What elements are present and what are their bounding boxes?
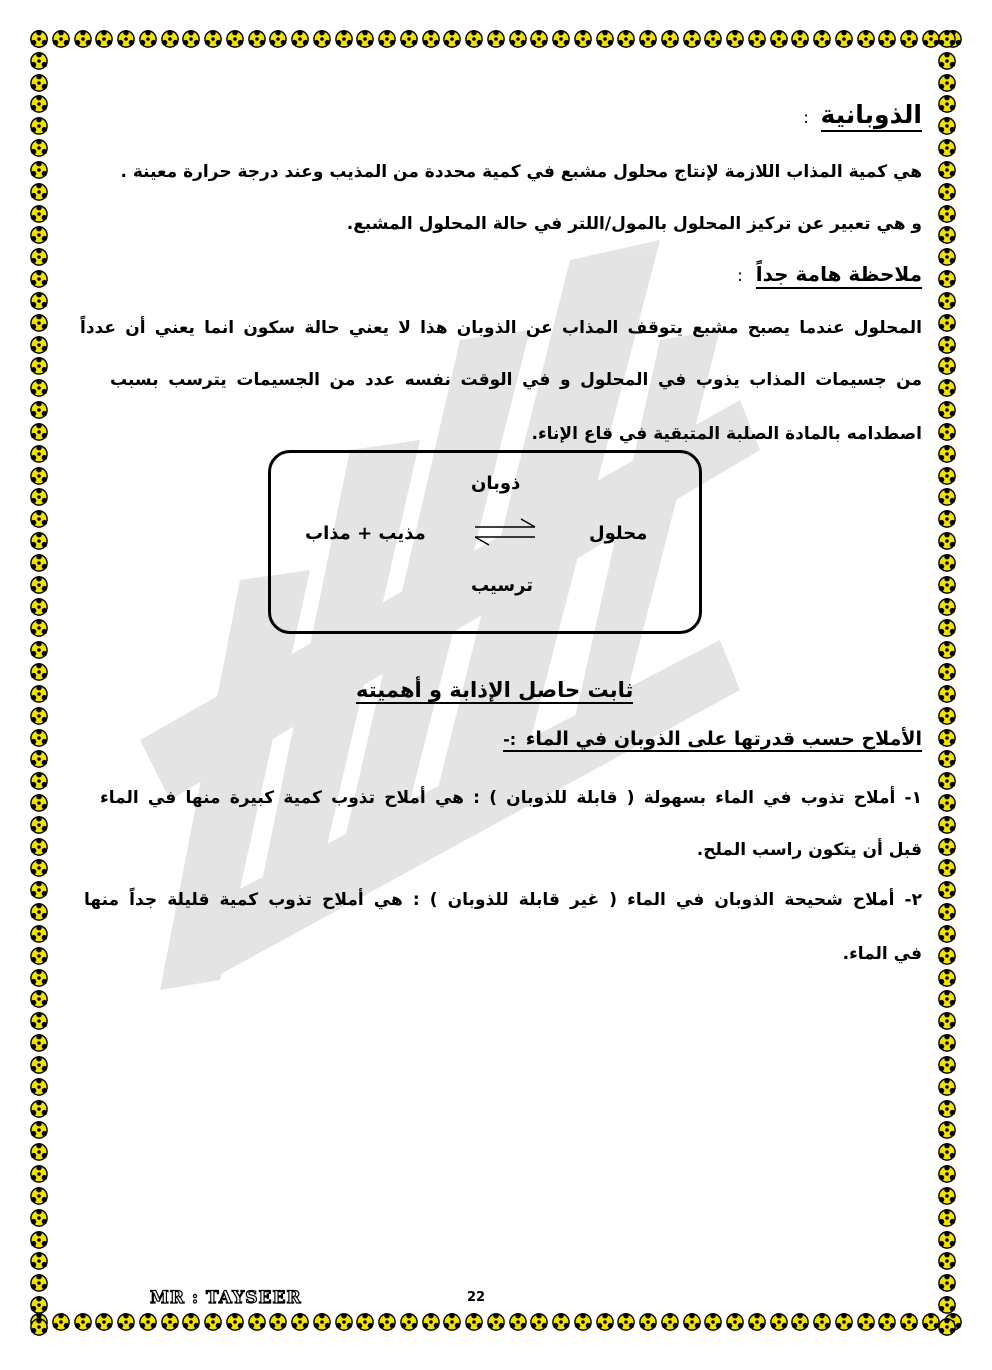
border-ornament-icon — [30, 619, 48, 637]
border-ornament-icon — [30, 1231, 48, 1249]
solubility-colon: : — [803, 108, 809, 128]
border-ornament-icon — [30, 445, 48, 463]
border-ornament-icon — [30, 1296, 48, 1314]
border-ornament-icon — [938, 161, 956, 179]
border-ornament-icon — [30, 925, 48, 943]
precipitation-label: ترسيب — [471, 575, 534, 596]
border-ornament-icon — [938, 532, 956, 550]
border-ornament-icon — [30, 729, 48, 747]
border-ornament-icon — [938, 903, 956, 921]
border-ornament-icon — [938, 1296, 956, 1314]
border-ornament-icon — [938, 1274, 956, 1292]
border-ornament-icon — [30, 794, 48, 812]
border-ornament-icon — [52, 1313, 70, 1331]
note-heading — [737, 262, 922, 286]
border-ornament-icon — [938, 314, 956, 332]
border-ornament-icon — [938, 1056, 956, 1074]
border-ornament-icon — [30, 1318, 48, 1336]
border-ornament-icon — [938, 576, 956, 594]
note-colon: : — [737, 266, 743, 286]
salts-heading — [503, 728, 922, 752]
border-ornament-icon — [938, 379, 956, 397]
border-ornament-icon — [30, 95, 48, 113]
border-ornament-icon — [938, 95, 956, 113]
border-ornament-icon — [938, 1187, 956, 1205]
salt-item-1-line-1: ١- أملاح تذوب في الماء بسهولة ( قابلة للذوبان ) : هي أملاح تذوب كمية كبيرة منها في الماء — [100, 788, 922, 808]
border-ornament-icon — [30, 314, 48, 332]
salt-item-1-line-2: قبل أن يتكون راسب الملح. — [696, 840, 922, 860]
border-ornament-icon — [30, 1012, 48, 1030]
border-ornament-icon — [938, 859, 956, 877]
border-ornament-icon — [30, 510, 48, 528]
border-ornament-icon — [30, 117, 48, 135]
border-ornament-icon — [30, 881, 48, 899]
border-ornament-icon — [30, 838, 48, 856]
border-ornament-icon — [30, 467, 48, 485]
note-line-2: من جسيمات المذاب يذوب في المحلول و في الوقت نفسه عدد من الجسيمات يترسب بسبب — [110, 370, 922, 390]
border-ornament-icon — [938, 1209, 956, 1227]
border-ornament-icon — [938, 1034, 956, 1052]
border-ornament-icon — [30, 423, 48, 441]
border-ornament-icon — [30, 248, 48, 266]
border-ornament-icon — [938, 445, 956, 463]
solubility-line-2: و هي تعبير عن تركيز المحلول بالمول/اللتر في حالة المحلول المشبع. — [346, 214, 922, 234]
border-ornament-icon — [938, 750, 956, 768]
solubility-line-1: هي كمية المذاب اللازمة لإنتاج محلول مشبع في كمية محددة من المذيب وعند درجة حرارة معينة . — [120, 162, 922, 182]
border-ornament-icon — [30, 947, 48, 965]
border-ornament-icon — [938, 969, 956, 987]
border-ornament-icon — [30, 1143, 48, 1161]
border-ornament-icon — [938, 1318, 956, 1336]
border-ornament-icon — [938, 641, 956, 659]
border-ornament-icon — [938, 1165, 956, 1183]
border-ornament-icon — [938, 663, 956, 681]
border-ornament-icon — [938, 772, 956, 790]
border-ornament-icon — [30, 205, 48, 223]
border-ornament-icon — [938, 205, 956, 223]
border-ornament-icon — [30, 576, 48, 594]
note-title: ملاحظة هامة جداً — [756, 262, 922, 289]
border-ornament-icon — [30, 161, 48, 179]
border-ornament-icon — [30, 401, 48, 419]
salts-suffix: :- — [503, 730, 517, 749]
border-ornament-icon — [30, 903, 48, 921]
border-ornament-icon — [938, 1252, 956, 1270]
border-ornament-icon — [30, 1187, 48, 1205]
border-ornament-icon — [938, 30, 956, 48]
border-ornament-icon — [938, 488, 956, 506]
border-ornament-icon — [938, 816, 956, 834]
border-ornament-icon — [52, 30, 70, 48]
note-line-3: اصطدامه بالمادة الصلبة المتبقية في قاع الإناء. — [531, 424, 922, 444]
border-ornament-icon — [938, 685, 956, 703]
border-ornament-icon — [938, 707, 956, 725]
border-ornament-icon — [30, 488, 48, 506]
border-ornament-icon — [30, 1209, 48, 1227]
border-ornament-icon — [938, 74, 956, 92]
border-ornament-icon — [938, 1143, 956, 1161]
solvent-plus-solute: مذيب + مذاب — [305, 523, 426, 544]
border-ornament-icon — [938, 270, 956, 288]
border-ornament-icon — [30, 139, 48, 157]
border-ornament-icon — [938, 183, 956, 201]
border-ornament-icon — [938, 554, 956, 572]
note-line-1: المحلول عندما يصبح مشبع يتوقف المذاب عن الذوبان هذا لا يعني حالة سكون انما يعني أن عدداً — [80, 318, 922, 338]
salts-title: الأملاح حسب قدرتها على الذوبان في الماء — [525, 728, 922, 750]
border-ornament-icon — [938, 1121, 956, 1139]
border-ornament-icon — [30, 969, 48, 987]
border-ornament-icon — [938, 1231, 956, 1249]
border-ornament-icon — [30, 598, 48, 616]
border-ornament-icon — [30, 685, 48, 703]
equilibrium-arrow-icon — [471, 517, 539, 547]
border-ornament-icon — [938, 925, 956, 943]
border-ornament-icon — [938, 248, 956, 266]
border-ornament-icon — [938, 838, 956, 856]
border-ornament-icon — [938, 881, 956, 899]
author-name: MR : TAYSEER — [150, 1288, 302, 1308]
border-ornament-icon — [30, 859, 48, 877]
border-ornament-icon — [30, 183, 48, 201]
border-ornament-icon — [30, 52, 48, 70]
border-ornament-icon — [30, 357, 48, 375]
border-ornament-icon — [938, 990, 956, 1008]
border-ornament-icon — [938, 292, 956, 310]
border-ornament-icon — [938, 357, 956, 375]
border-ornament-icon — [30, 270, 48, 288]
border-ornament-icon — [30, 379, 48, 397]
border-ornament-icon — [938, 510, 956, 528]
border-ornament-icon — [938, 598, 956, 616]
solution-label: محلول — [589, 523, 648, 544]
border-ornament-icon — [938, 947, 956, 965]
solubility-heading — [803, 100, 922, 129]
border-ornament-icon — [30, 1274, 48, 1292]
border-ornament-icon — [30, 1056, 48, 1074]
salt-item-2-line-2: في الماء. — [842, 944, 922, 964]
border-ornament-icon — [30, 772, 48, 790]
dissolution-label: ذوبان — [471, 473, 521, 494]
border-ornament-icon — [30, 74, 48, 92]
solubility-title: الذوبانية — [821, 100, 922, 132]
border-ornament-icon — [938, 1012, 956, 1030]
border-ornament-icon — [30, 30, 48, 48]
border-ornament-icon — [30, 663, 48, 681]
border-ornament-icon — [30, 554, 48, 572]
border-ornament-icon — [30, 532, 48, 550]
border-ornament-icon — [938, 52, 956, 70]
border-ornament-icon — [30, 750, 48, 768]
border-ornament-icon — [30, 707, 48, 725]
border-ornament-icon — [938, 401, 956, 419]
border-ornament-icon — [30, 641, 48, 659]
page-number: 22 — [467, 1290, 486, 1305]
border-ornament-icon — [938, 423, 956, 441]
border-ornament-icon — [938, 226, 956, 244]
border-ornament-icon — [938, 117, 956, 135]
border-ornament-icon — [30, 1252, 48, 1270]
border-ornament-icon — [30, 816, 48, 834]
border-ornament-icon — [30, 1078, 48, 1096]
page-border-right — [938, 30, 962, 1336]
border-ornament-icon — [938, 619, 956, 637]
border-ornament-icon — [30, 292, 48, 310]
equilibrium-box — [268, 450, 702, 634]
border-ornament-icon — [938, 1078, 956, 1096]
border-ornament-icon — [938, 467, 956, 485]
border-ornament-icon — [30, 226, 48, 244]
border-ornament-icon — [938, 336, 956, 354]
border-ornament-icon — [938, 1100, 956, 1118]
border-ornament-icon — [938, 794, 956, 812]
page-border-left — [30, 30, 54, 1336]
border-ornament-icon — [30, 1034, 48, 1052]
border-ornament-icon — [30, 336, 48, 354]
salt-item-2-line-1: ٢- أملاح شحيحة الذوبان في الماء ( غير قابلة للذوبان ) : هي أملاح تذوب كمية قليلة جداً منها — [84, 890, 922, 910]
border-ornament-icon — [30, 1165, 48, 1183]
border-ornament-icon — [938, 729, 956, 747]
border-ornament-icon — [30, 1121, 48, 1139]
border-ornament-icon — [30, 990, 48, 1008]
ksp-title: ثابت حاصل الإذابة و أهميته — [356, 678, 634, 702]
border-ornament-icon — [938, 139, 956, 157]
border-ornament-icon — [30, 1100, 48, 1118]
